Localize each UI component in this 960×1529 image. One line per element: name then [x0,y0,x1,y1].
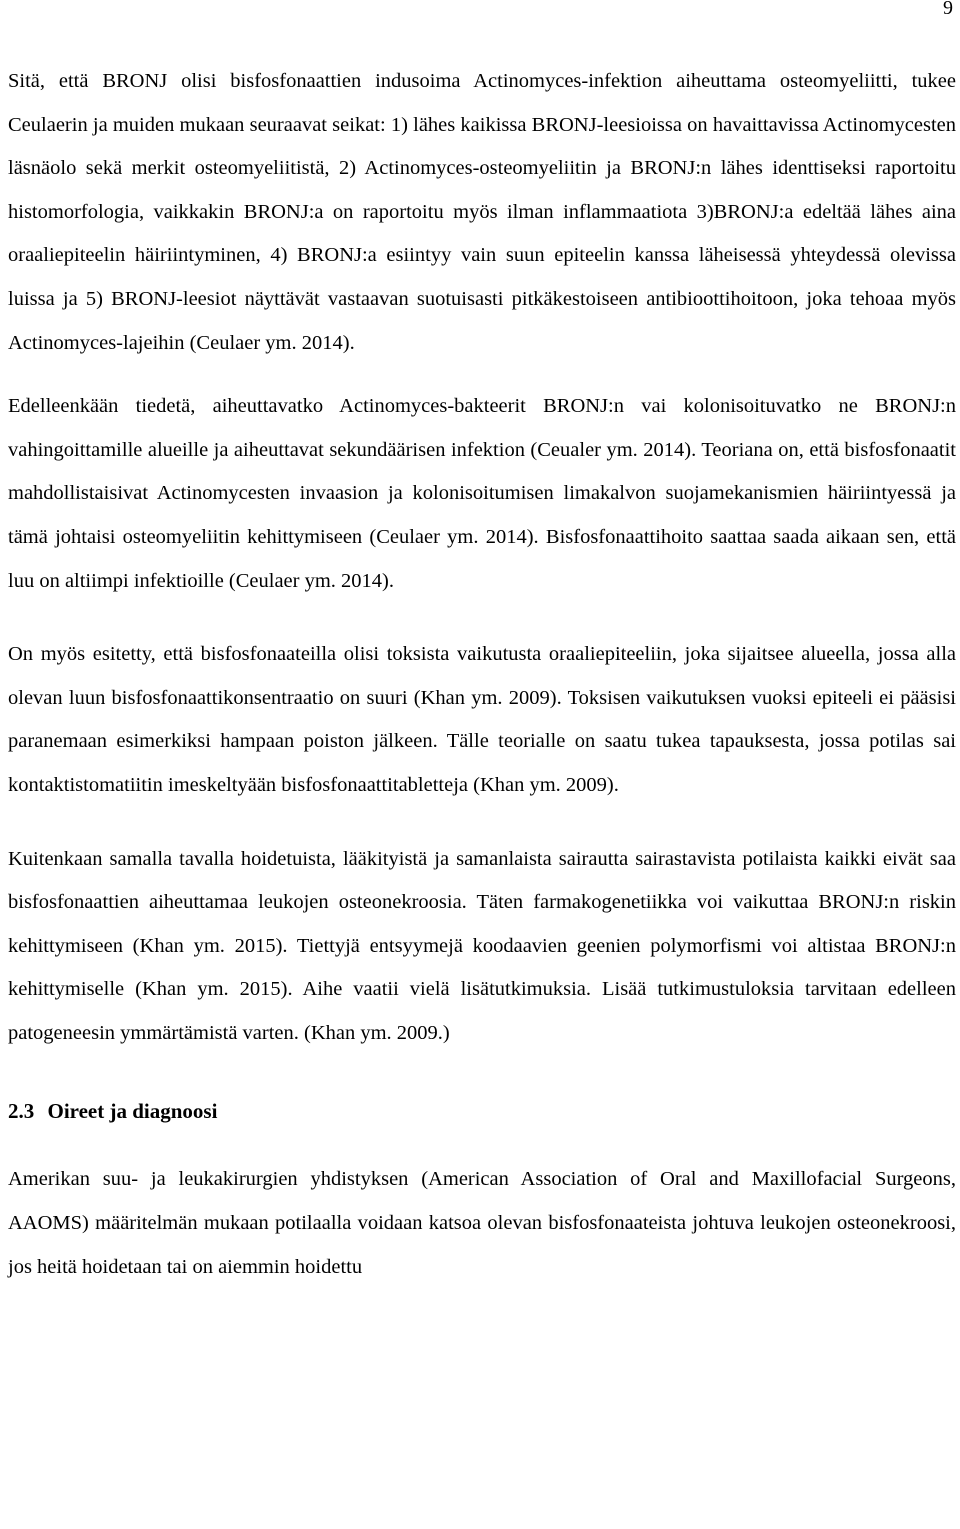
section-heading [8,1089,956,1133]
paragraph: Edelleenkään tiedetä, aiheuttavatko Actinomyces-bakteerit BRONJ:n vai kolonisoituvatko ne BRONJ:n vahingoittamille alueille ja aiheuttavat sekundäärisen infektion (Ceualer ym. 2014). Teoriana on, että bisfosfonaatit mahdollistaisivat Actinomycesten invaasion ja kolonisoitumisen limakalvon suojamekanismien häiriintyessä ja tämä johtaisi osteomyeliitin kehittymiseen (Ceulaer ym. 2014). Bisfosfonaattihoito saattaa saada aikaan sen, että luu on altiimpi infektioille (Ceulaer ym. 2014). [8,395,956,592]
document-body [8,60,956,1289]
paragraph: Kuitenkaan samalla tavalla hoidetuista, lääkityistä ja samanlaista sairautta sairastavista potilaista kaikki eivät saa bisfosfonaattien aiheuttamaa leukojen osteonekroosia. Täten farmakogenetiikka voi vaikuttaa BRONJ:n riskin kehittymiseen (Khan ym. 2015). Tiettyjä entsyymejä koodaavien geenien polymorfismi voi altistaa BRONJ:n kehittymiselle (Khan ym. 2015). Aihe vaatii vielä lisätutkimuksia. Lisää tutkimustuloksia tarvitaan edelleen patogeneesin ymmärtämistä varten. (Khan ym. 2009.) [8,847,956,1044]
page-number: 9 [943,0,953,19]
section-title: Oireet ja diagnoosi [47,1099,218,1124]
paragraph: Amerikan suu- ja leukakirurgien yhdistyksen (American Association of Oral and Maxillofacial Surgeons, AAOMS) määritelmän mukaan potilaalla voidaan katsoa olevan bisfosfonaateista johtuva leukojen osteonekroosi, jos heitä hoidetaan tai on aiemmin hoidettu [8,1168,956,1278]
paragraph: On myös esitetty, että bisfosfonaateilla olisi toksista vaikutusta oraaliepiteeliin, joka sijaitsee alueella, jossa alla olevan luun bisfosfonaattikonsentraatio on suuri (Khan ym. 2009). Toksisen vaikutuksen vuoksi epiteeli ei pääsisi paranemaan esimerkiksi hampaan poiston jälkeen. Tälle teorialle on saatu tukea tapauksesta, jossa potilas sai kontaktistomatiitin imeskeltyään bisfosfonaattitabletteja (Khan ym. 2009). [8,643,956,796]
section-number: 2.3 [8,1099,35,1124]
paragraph: Sitä, että BRONJ olisi bisfosfonaattien indusoima Actinomyces-infektion aiheuttama osteomyeliitti, tukee Ceulaerin ja muiden mukaan seuraavat seikat: 1) lähes kaikissa BRONJ-leesioissa on havaittavissa Actinomycesten läsnäolo sekä merkit osteomyeliitistä, 2) Actinomyces-osteomyeliitin ja BRONJ:n lähes identtiseksi raportoitu histomorfologia, vaikkakin BRONJ:a on raportoitu myös ilman inflammaatiota 3)BRONJ:a edeltää lähes aina oraaliepiteelin häiriintyminen, 4) BRONJ:a esiintyy vain suun epiteelin kanssa läheisessä yhteydessä olevissa luissa ja 5) BRONJ-leesiot näyttävät vastaavan suotuisasti pitkäkestoiseen antibioottihoitoon, joka tehoaa myös Actinomyces-lajeihin (Ceulaer ym. 2014). [8,70,956,354]
